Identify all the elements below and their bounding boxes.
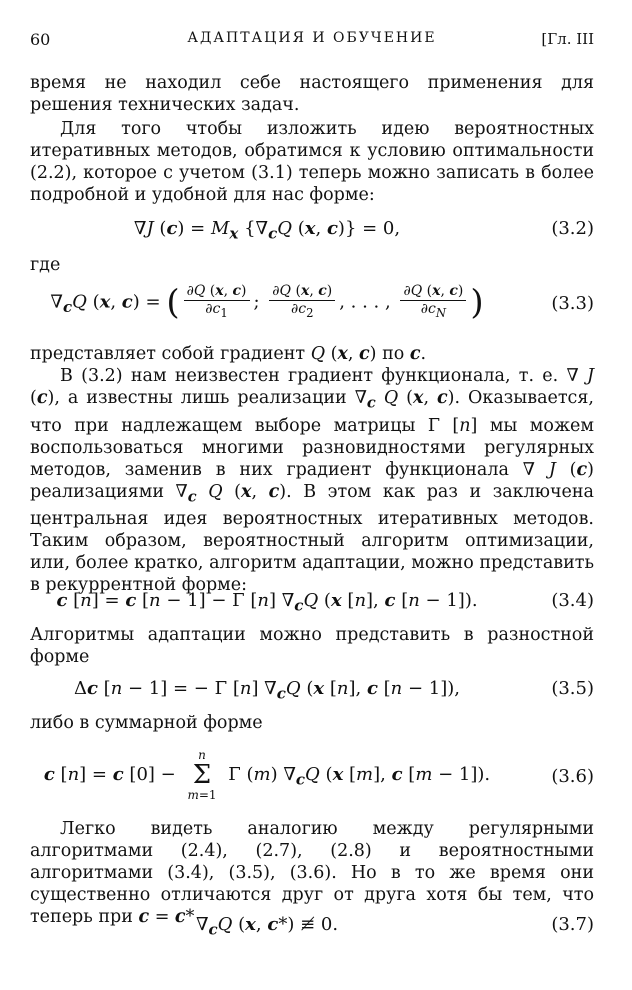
paragraph-4-d: мы можем воспользоваться многими разновидностями регулярных методов, заменив в них градиент функционала <box>30 415 595 480</box>
where-label: где <box>30 255 61 275</box>
paragraph-3: представляет собой градиент Q (x, c) по c. <box>30 344 427 364</box>
paragraph-7-text: Легко видеть аналогию между регулярными алгоритмами (2.4), (2.7), (2.8) и вероятностными алгоритмами (3.4), (3.5), (3.6). Но в то же время они существенно отличаются друг от друга хотя бы тем, что теперь при <box>30 819 594 927</box>
paragraph-4-e: реализациями <box>30 481 164 502</box>
paragraph-4: В (3.2) нам неизвестен градиент функционала, т. е. ∇ J (c), а известны лишь реализации $\nabla_c$ Q (x, c). Оказывается, что при надлежащем выборе матрицы Γ [n] мы можем воспользоваться многими разновидностями регулярных методов, заменив в них градиент функционала ∇ J (c) реализациями $\nabla_c$ Q (x, c). В этом как раз и заключена центральная идея вероятностных итеративных методов. Таким образом, вероятностный алгоритм оптимизации, или, более кратко, алгоритм адаптации, можно представить в рекуррентной форме: <box>30 366 595 595</box>
paragraph-3-text: представляет собой градиент <box>30 344 306 364</box>
paragraph-4-a: В (3.2) нам неизвестен градиент функционала, т. е. <box>60 366 559 386</box>
equation-3-6-formula: c [n] = c [0] − n Σ m=1 Γ (m) $\nabla_cQ$ (x [m], c [m − 1]). <box>43 748 491 802</box>
equation-3-2-formula: ∇J $(c) = M_x$ {$\nabla_cQ$ (x, c)} = 0, <box>133 218 401 243</box>
equation-3-2-number: (3.2) <box>551 218 594 239</box>
equation-3-5-number: (3.5) <box>551 678 594 699</box>
equation-3-3-formula: $\nabla_cQ$ (x, c) = ( $\frac{\partial Q (x, c)}{\partial c_1}$ ; $\frac{\partial Q (x, c)}{\partial c_2}$ , . . . , $\frac{\partial Q (x, c)}{\partial c_N}$ ) <box>50 282 484 323</box>
paragraph-2: Для того чтобы изложить идею вероятностных итеративных методов, обратимся к условию оптимальности (2.2), которое с учетом (3.1) теперь можно записать в более подробной и удобной для нас форме: <box>30 119 594 205</box>
paragraph-1: время не находил себе настоящего применения для решения технических задач. <box>30 73 594 115</box>
paragraph-4-c: . Оказывается, что при надлежащем выборе матрицы <box>30 388 594 436</box>
running-title: АДАПТАЦИЯ И ОБУЧЕНИЕ <box>187 30 437 46</box>
paragraph-7: Легко видеть аналогию между регулярными алгоритмами (2.4), (2.7), (2.8) и вероятностными алгоритмами (3.4), (3.5), (3.6). Но в то же время они существенно отличаются друг от друга хотя бы тем, что теперь при c = c* <box>30 819 594 927</box>
paragraph-6: либо в суммарной форме <box>30 713 263 733</box>
equation-3-4-number: (3.4) <box>551 590 594 611</box>
paragraph-3-po: по <box>382 344 405 364</box>
equation-3-7-formula: $\nabla_cQ$ (x, c*) ≢ 0. <box>195 914 339 939</box>
equation-3-4-formula: c [n] = c [n − 1] − Γ [n] $\nabla_cQ$ (x [n], c [n − 1]). <box>56 590 478 615</box>
equation-3-3-number: (3.3) <box>551 293 594 314</box>
equation-3-6-number: (3.6) <box>551 766 594 787</box>
paragraph-4-f: . В этом как раз и заключена центральная идея вероятностных итеративных методов. Таким образом, вероятностный алгоритм оптимизации, или, более кратко, алгоритм адаптации, можно представить в рекуррентной форме: <box>30 481 594 595</box>
page-number: 60 <box>30 30 51 49</box>
paragraph-4-b: , а известны лишь реализации <box>54 388 347 408</box>
page-header <box>30 30 594 54</box>
paragraph-5: Алгоритмы адаптации можно представить в разностной форме <box>30 625 594 667</box>
equation-3-3 <box>30 283 594 329</box>
chapter-label: [Гл. III <box>541 30 594 48</box>
equation-3-5-formula: Δc [n − 1] = − Γ [n] $\nabla_cQ$ (x [n], c [n − 1]), <box>73 678 461 703</box>
equation-3-7-number: (3.7) <box>551 914 594 935</box>
equation-3-6 <box>30 748 594 806</box>
